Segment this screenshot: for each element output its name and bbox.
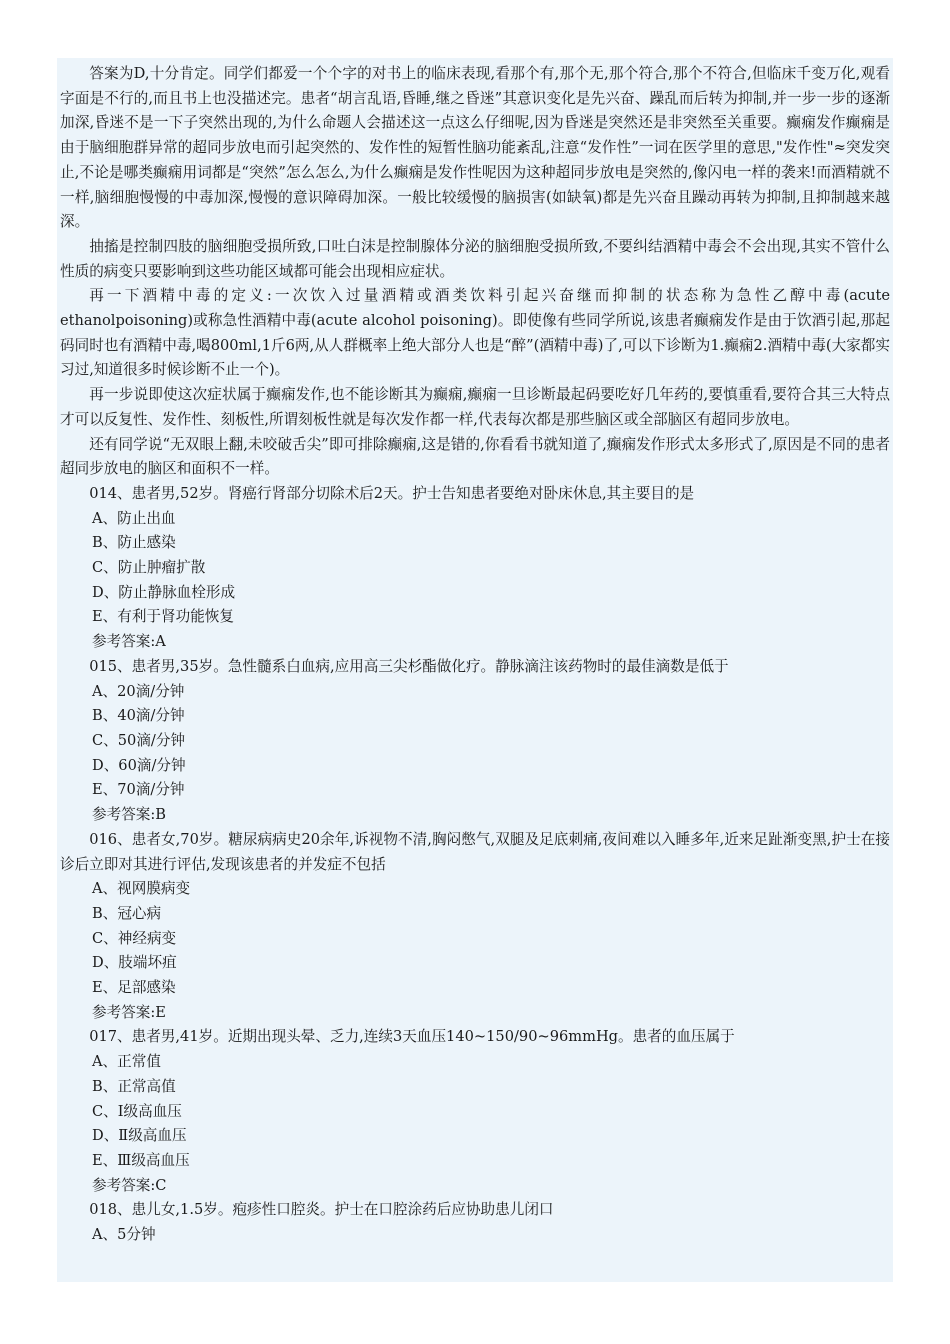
explanation-section (57, 58, 893, 482)
explanation-paragraph: 还有同学说“无双眼上翻,未咬破舌尖”即可排除癫痫,这是错的,你看看书就知道了,癫痫发作形式太多形式了,原因是不同的患者超同步放电的脑区和面积不一样。 (60, 435, 890, 478)
document-page (57, 58, 893, 1282)
question-015 (60, 655, 893, 828)
option-c: C、神经病变 (92, 929, 177, 947)
question-017 (60, 1025, 893, 1198)
option-b: B、正常高值 (92, 1077, 176, 1095)
option-c: C、防止肿瘤扩散 (92, 559, 206, 577)
explanation-paragraph: 答案为D,十分肯定。同学们都爱一个个字的对书上的临床表现,看那个有,那个无,那个符合,那个不符合,但临床千变万化,观看字面是不行的,而且书上也没描述完。患者“胡言乱语,昏睡,继之昏迷”其意识变化是先兴奋、躁乱而后转为抑制,并一步一步的逐渐加深,昏迷不是一下子突然出现的,为什么命题人会描述这一点这么仔细呢,因为昏迷是突然还是非突然至关重要。癫痫发作癫痫是由于脑细胞群异常的超同步放电而引起突然的、发作性的短暂性脑功能紊乱,注意“发作性”一词在医学里的意思,"发作性"≈突发突止,不论是哪类癫痫用词都是“突然”怎么怎么,为什么癫痫是发作性呢因为这种超同步放电是突然的,像闪电一样的袭来!而酒精就不一样,脑细胞慢慢的中毒加深,慢慢的意识障碍加深。一般比较缓慢的脑损害(如缺氧)都是先兴奋且躁动再转为抑制,且抑制越来越深。 (60, 65, 890, 231)
question-list (57, 482, 893, 1248)
option-c: C、50滴/分钟 (92, 731, 186, 749)
option-d: D、防止静脉血栓形成 (92, 583, 236, 601)
reference-answer: 参考答案:E (92, 1003, 166, 1021)
question-stem: 016、患者女,70岁。糖尿病病史20余年,诉视物不清,胸闷憋气,双腿及足底刺痛,夜间难以入睡多年,近来足趾渐变黑,护士在接诊后立即对其进行评估,发现该患者的并发症不包括 (60, 830, 890, 873)
option-e: E、70滴/分钟 (92, 781, 185, 799)
option-d: D、肢端坏疽 (92, 954, 177, 972)
option-a: A、5分钟 (92, 1226, 156, 1244)
reference-answer: 参考答案:A (92, 633, 166, 651)
option-b: B、40滴/分钟 (92, 707, 185, 725)
option-b: B、防止感染 (92, 534, 176, 552)
option-a: A、20滴/分钟 (92, 682, 185, 700)
explanation-paragraph: 再一步说即使这次症状属于癫痫发作,也不能诊断其为癫痫,癫痫一旦诊断最起码要吃好几年药的,要慎重看,要符合其三大特点才可以反复性、发作性、刻板性,所谓刻板性就是每次发作都一样,代表每次都是那些脑区或全部脑区有超同步放电。 (60, 386, 890, 428)
reference-answer: 参考答案:B (92, 806, 167, 824)
option-a: A、视网膜病变 (92, 880, 191, 898)
option-b: B、冠心病 (92, 904, 162, 922)
option-e: E、足部感染 (92, 979, 176, 997)
explanation-paragraph: 再一下酒精中毒的定义:一次饮入过量酒精或酒类饮料引起兴奋继而抑制的状态称为急性乙醇中毒(acute ethanolpoisoning)或称急性酒精中毒(acute alcohol poisoning)。即使像有些同学所说,该患者癫痫发作是由于饮酒引起,那起码同时也有酒精中毒,喝800ml,1斤6两,从人群概率上绝大部分人也是“醉”(酒精中毒)了,可以下诊断为1.癫痫2.酒精中毒(大家都实习过,知道很多时候诊断不止一个)。 (60, 287, 890, 379)
question-stem: 015、患者男,35岁。急性髓系白血病,应用高三尖杉酯做化疗。静脉滴注该药物时的最佳滴数是低于 (89, 657, 729, 675)
option-e: E、有利于肾功能恢复 (92, 608, 234, 626)
question-stem: 018、患儿女,1.5岁。疱疹性口腔炎。护士在口腔涂药后应协助患儿闭口 (89, 1201, 554, 1219)
question-014 (60, 482, 893, 655)
option-d: D、60滴/分钟 (92, 756, 186, 774)
option-a: A、防止出血 (92, 509, 176, 527)
question-018 (60, 1198, 893, 1247)
option-d: D、Ⅱ级高血压 (92, 1127, 187, 1145)
question-stem: 014、患者男,52岁。肾癌行肾部分切除术后2天。护士告知患者要绝对卧床休息,其主要目的是 (89, 484, 695, 502)
explanation-paragraph: 抽搐是控制四肢的脑细胞受损所致,口吐白沫是控制腺体分泌的脑细胞受损所致,不要纠结酒精中毒会不会出现,其实不管什么性质的病变只要影响到这些功能区域都可能会出现相应症状。 (60, 237, 890, 280)
question-016 (60, 828, 893, 1026)
question-stem: 017、患者男,41岁。近期出现头晕、乏力,连续3天血压140~150/90~96mmHg。患者的血压属于 (89, 1028, 735, 1046)
option-e: E、Ⅲ级高血压 (92, 1151, 190, 1169)
option-c: C、Ⅰ级高血压 (92, 1102, 182, 1120)
option-a: A、正常值 (92, 1053, 161, 1071)
reference-answer: 参考答案:C (92, 1176, 167, 1194)
